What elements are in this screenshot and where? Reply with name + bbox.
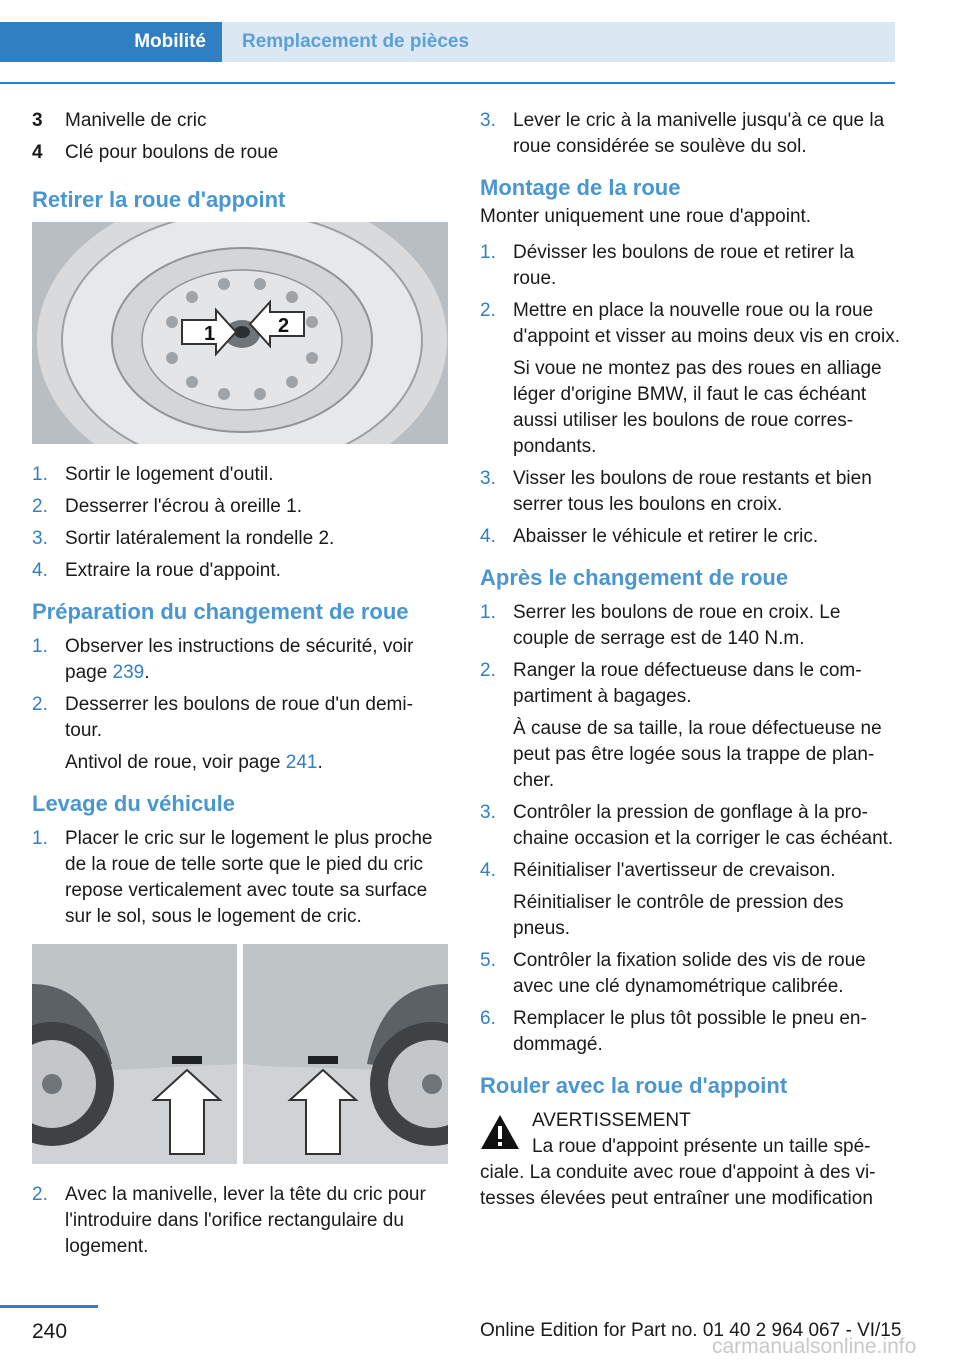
- step-number: 3.: [480, 802, 496, 823]
- step-text: [65, 634, 448, 686]
- header-tabs: [0, 22, 895, 62]
- list-item: [32, 1182, 448, 1260]
- tab-mobilite[interactable]: Mobilité: [0, 22, 222, 62]
- spare-wheel-illustration: [32, 222, 448, 444]
- list-item: [480, 240, 900, 292]
- page-number: 240: [32, 1320, 68, 1343]
- step-note: [65, 750, 448, 776]
- step-number: 3.: [480, 110, 496, 131]
- header-rule: [0, 82, 895, 84]
- list-item: [32, 558, 448, 584]
- item-text: Clé pour boulons de roue: [65, 142, 279, 163]
- list-item: [480, 658, 900, 710]
- step-text: Abaisser le véhicule et retirer le cric.: [513, 526, 819, 547]
- list-item: [32, 108, 448, 134]
- step-text: Contrôler la pression de gonflage à la prochaine occasion et la corriger le cas échéant.: [513, 802, 894, 849]
- callout-1: 1: [204, 323, 216, 345]
- step-number: 2.: [480, 300, 496, 321]
- step-text-main: Observer les instructions de sécurité, voir page: [65, 636, 414, 683]
- spare-wheel-image: [32, 222, 448, 444]
- warning-block: [480, 1108, 900, 1212]
- list-item: [480, 108, 900, 160]
- step-number: 1.: [32, 828, 48, 849]
- step-text: Extraire la roue d'appoint.: [65, 560, 281, 581]
- right-column: [480, 108, 900, 1212]
- list-item: [32, 634, 448, 686]
- step-number: 2.: [32, 496, 48, 517]
- list-item: [32, 462, 448, 488]
- step-text: Lever le cric à la manivelle jusqu'à ce que la roue considérée se soulève du sol.: [513, 110, 885, 157]
- footer-rule: [0, 1305, 98, 1308]
- step-text: Serrer les boulons de roue en croix. Le couple de serrage est de 140 N.m.: [513, 602, 841, 649]
- list-item: [480, 858, 900, 884]
- edition-info: Online Edition for Part no. 01 40 2 964 067 - VI/15: [480, 1320, 902, 1341]
- page-link-239[interactable]: 239: [112, 662, 145, 683]
- step-text: Visser les boulons de roue restants et bien serrer tous les boulons en croix.: [513, 468, 872, 515]
- step-number: 6.: [480, 1008, 496, 1029]
- callout-2: 2: [278, 315, 290, 337]
- step-number: 3.: [480, 468, 496, 489]
- heading-apres: Après le changement de roue: [480, 565, 789, 590]
- list-item: [480, 298, 900, 350]
- step-number: 3.: [32, 528, 48, 549]
- list-item: [32, 526, 448, 552]
- step-text: Mettre en place la nouvelle roue ou la roue d'appoint et visser au moins deux vis en croix.: [513, 300, 900, 347]
- heading-retirer-roue: Retirer la roue d'appoint: [32, 187, 286, 212]
- step-note: À cause de sa taille, la roue défectueuse ne peut pas être logée sous la trappe de plancher.: [513, 718, 882, 791]
- list-item: [32, 140, 448, 166]
- step-text: Desserrer l'écrou à oreille 1.: [65, 496, 302, 517]
- page-link-241[interactable]: 241: [285, 752, 318, 773]
- heading-montage: Montage de la roue: [480, 175, 681, 200]
- montage-intro: Monter uniquement une roue d'appoint.: [480, 206, 812, 227]
- step-number: 2.: [480, 660, 496, 681]
- step-text: Contrôler la fixation solide des vis de roue avec une clé dynamométrique calibrée.: [513, 950, 866, 997]
- step-number: 5.: [480, 950, 496, 971]
- step-text: Remplacer le plus tôt possible le pneu endommagé.: [513, 1008, 867, 1055]
- note-end: .: [317, 752, 323, 773]
- list-item: [480, 524, 900, 550]
- item-number: 3: [32, 110, 43, 131]
- jack-points-illustration: [32, 944, 448, 1164]
- step-text: Sortir latéralement la rondelle 2.: [65, 528, 335, 549]
- list-item: [480, 466, 900, 518]
- step-note: Si voue ne montez pas des roues en alliage léger d'origine BMW, il faut le cas échéant aussi utiliser les boulons de roue correspondants.: [513, 358, 882, 457]
- note-text: Antivol de roue, voir page: [65, 752, 286, 773]
- list-item: [32, 494, 448, 520]
- list-item: [480, 948, 900, 1000]
- step-note: Réinitialiser le contrôle de pression des pneus.: [513, 892, 844, 939]
- list-item: [480, 800, 900, 852]
- step-number: 2.: [32, 1184, 48, 1205]
- watermark: carmanualsonline.info: [712, 1335, 917, 1358]
- step-text: Sortir le logement d'outil.: [65, 464, 274, 485]
- list-item: [480, 600, 900, 652]
- warning-triangle-icon: [480, 1114, 520, 1150]
- step-number: 1.: [480, 242, 496, 263]
- jack-points-image: [32, 944, 448, 1164]
- step-number: 4.: [480, 860, 496, 881]
- warning-title: AVERTISSEMENT: [532, 1110, 691, 1131]
- list-item: [480, 1006, 900, 1058]
- list-item: [32, 692, 448, 744]
- step-text: Placer le cric sur le logement le plus proche de la roue de telle sorte que le pied du cric repose verticalement avec toute sa surface sur le sol, sous le logement de cric.: [65, 828, 433, 927]
- heading-rouler: Rouler avec la roue d'appoint: [480, 1073, 788, 1098]
- step-text: Avec la manivelle, lever la tête du cric pour l'introduire dans l'orifice rectangulaire du logement.: [65, 1184, 426, 1257]
- step-text: Ranger la roue défectueuse dans le compartiment à bagages.: [513, 660, 862, 707]
- item-text: Manivelle de cric: [65, 110, 207, 131]
- left-column: [32, 108, 448, 1266]
- heading-levage: Levage du véhicule: [32, 791, 235, 816]
- step-number: 4.: [32, 560, 48, 581]
- warning-text: La roue d'appoint présente un taille spéciale. La conduite avec roue d'appoint à des vitesses élevées peut entraîner une modification: [480, 1136, 876, 1209]
- step-number: 1.: [32, 464, 48, 485]
- step-text: Réinitialiser l'avertisseur de crevaison.: [513, 860, 836, 881]
- step-number: 1.: [32, 636, 48, 657]
- step-number: 2.: [32, 694, 48, 715]
- item-number: 4: [32, 142, 43, 163]
- step-number: 1.: [480, 602, 496, 623]
- heading-preparation: Préparation du changement de roue: [32, 599, 409, 624]
- list-item: [32, 826, 448, 930]
- step-number: 4.: [480, 526, 496, 547]
- step-text: Dévisser les boulons de roue et retirer la roue.: [513, 242, 855, 289]
- step-text: Desserrer les boulons de roue d'un demi-tour.: [65, 694, 413, 741]
- tab-remplacement-de-pieces[interactable]: Remplacement de pièces: [222, 22, 895, 62]
- step-text-end: .: [144, 662, 150, 683]
